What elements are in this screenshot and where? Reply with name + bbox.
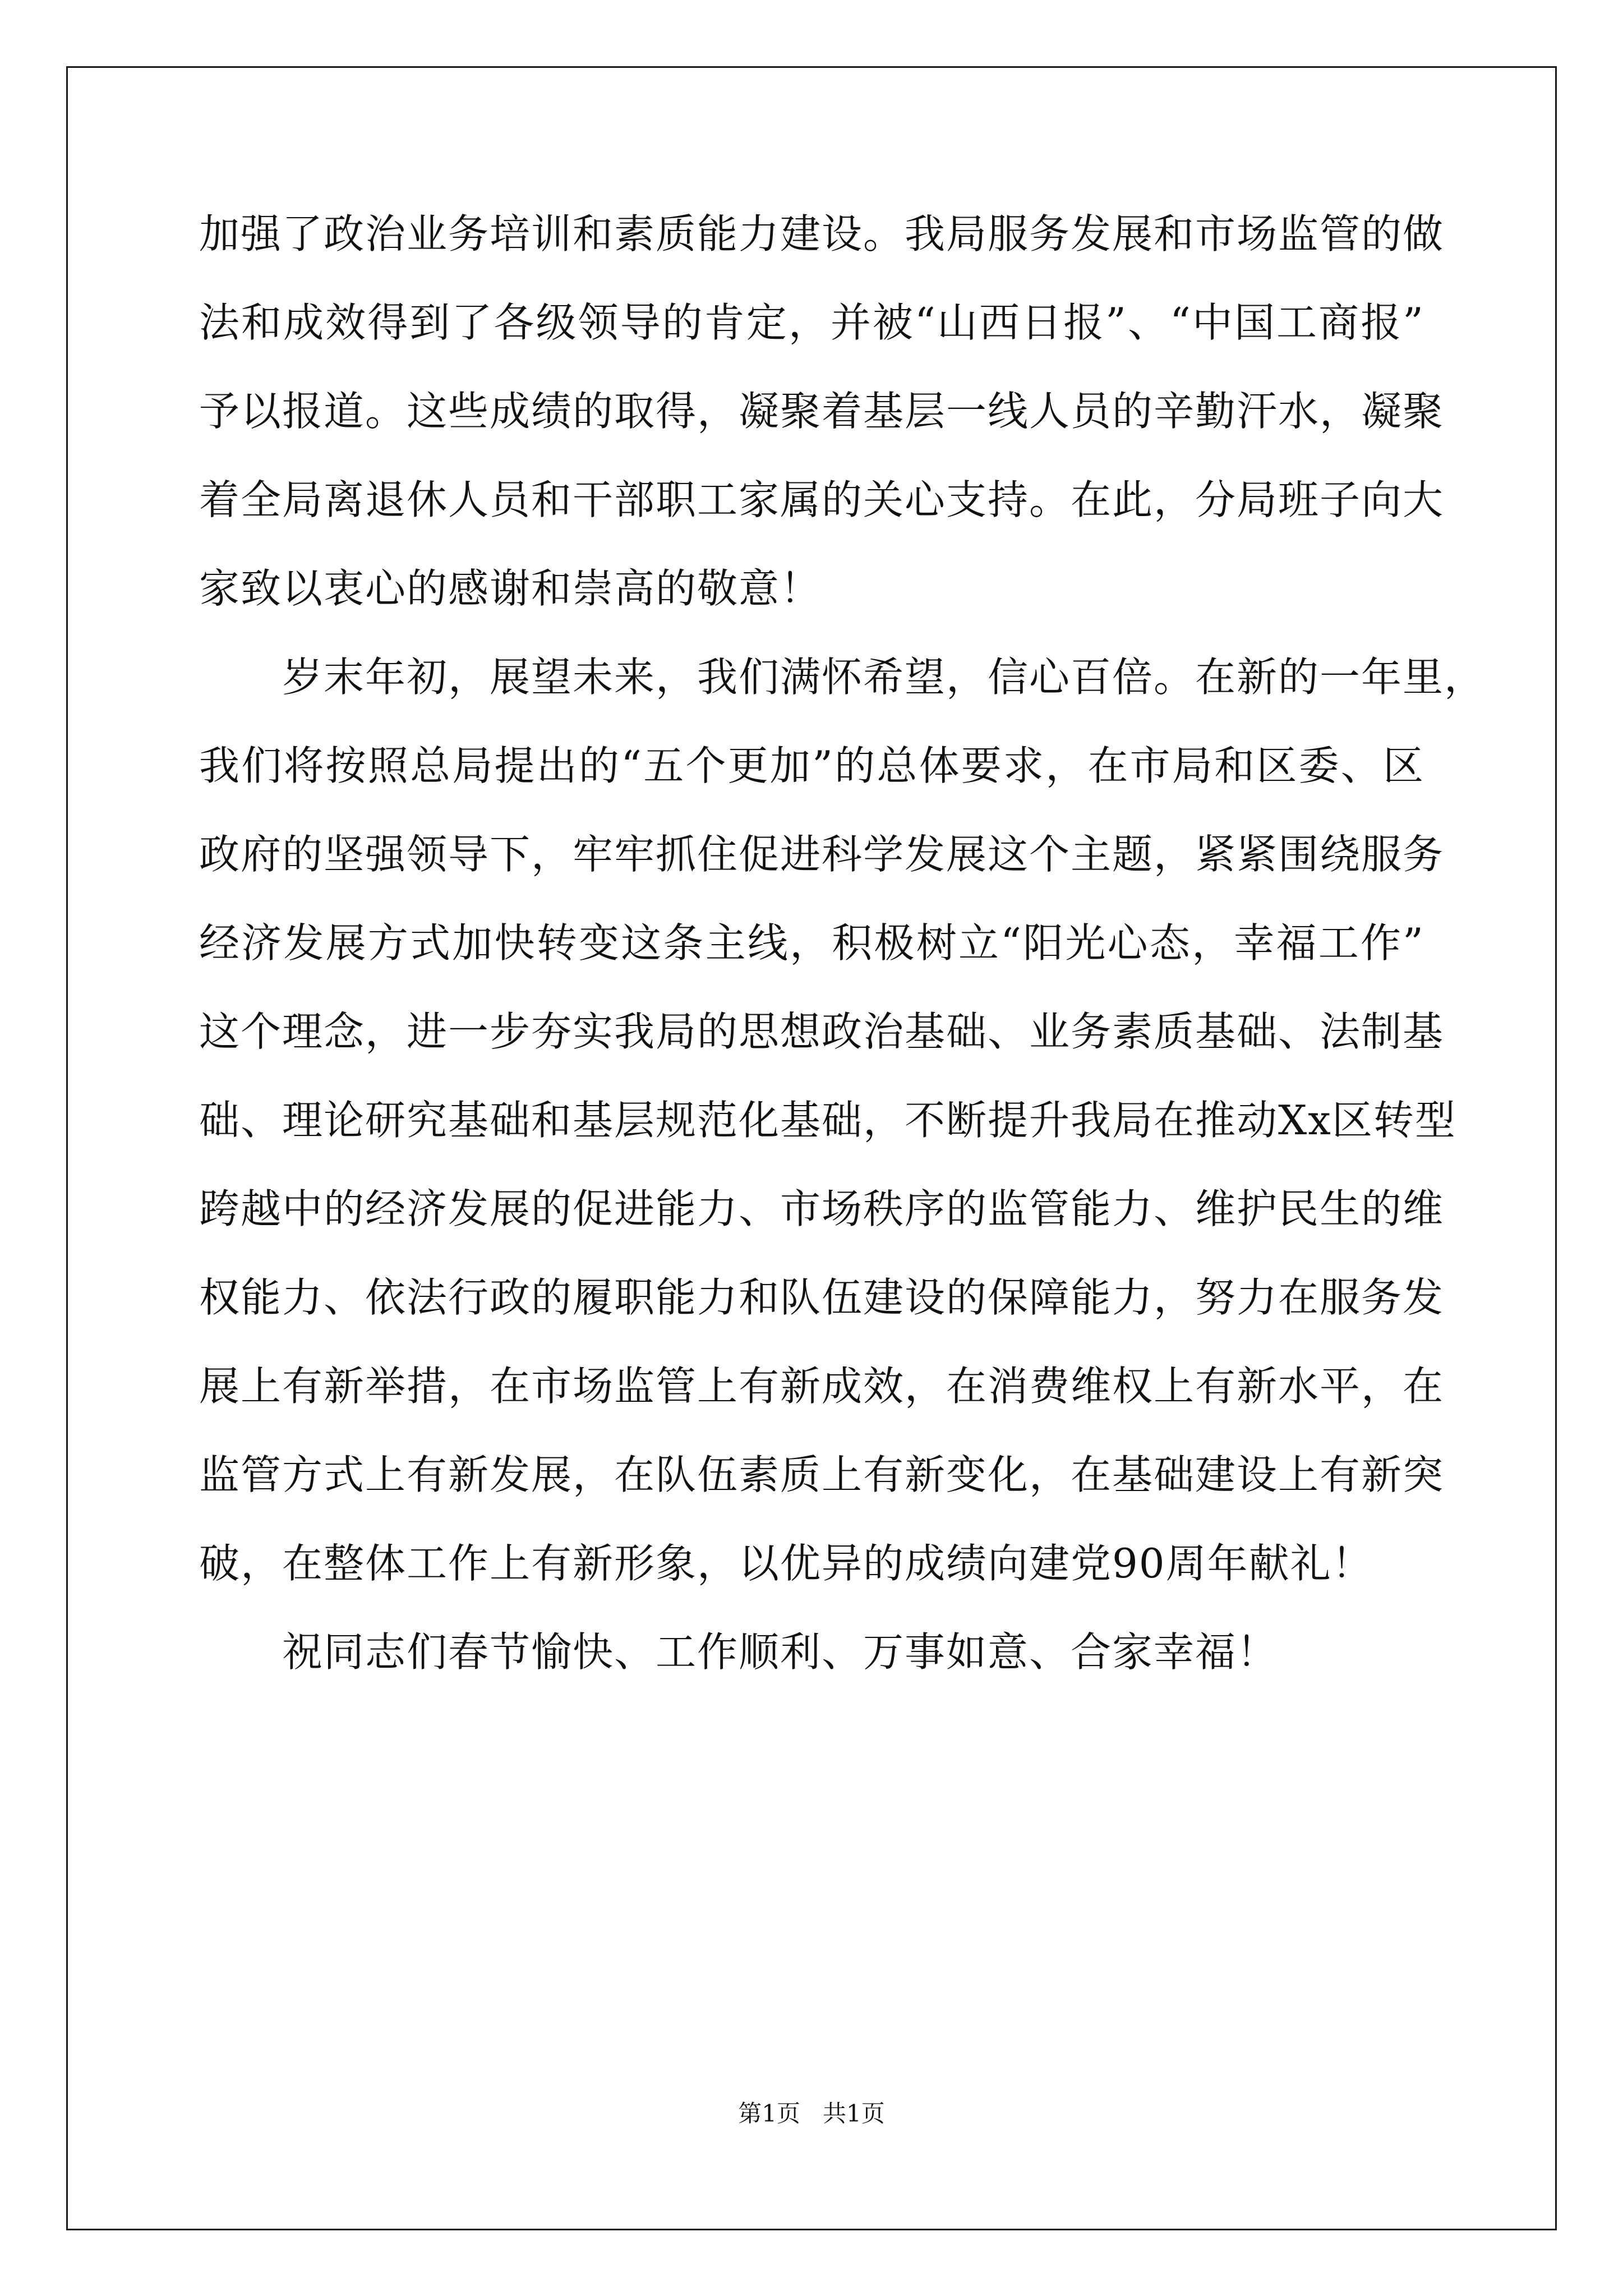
text-line: 展上有新举措，在市场监管上有新成效，在消费维权上有新水平，在	[199, 1363, 1445, 1410]
page-number: 第1页 共1页	[738, 2100, 885, 2127]
text-line: 政府的坚强领导下，牢牢抓住促进科学发展这个主题，紧紧围绕服务	[199, 831, 1445, 878]
text-line: 岁末年初，展望未来，我们满怀希望，信心百倍。在新的一年里，	[282, 654, 1486, 701]
text-line: 监管方式上有新发展，在队伍素质上有新变化，在基础建设上有新突	[199, 1451, 1445, 1498]
document-body	[199, 190, 1486, 1696]
text-line: 跨越中的经济发展的促进能力、市场秩序的监管能力、维护民生的维	[199, 1185, 1445, 1232]
text-line: 予以报道。这些成绩的取得，凝聚着基层一线人员的辛勤汗水，凝聚	[199, 388, 1445, 435]
text-line: 着全局离退休人员和干部职工家属的关心支持。在此，分局班子向大	[199, 476, 1445, 523]
text-line: 加强了政治业务培训和素质能力建设。我局服务发展和市场监管的做	[199, 210, 1445, 257]
text-line: 法和成效得到了各级领导的肯定，并被“山西日报”、“中国工商报”	[199, 299, 1424, 346]
page-footer	[0, 2095, 1623, 2129]
text-line: 经济发展方式加快转变这条主线，积极树立“阳光心态，幸福工作”	[199, 919, 1424, 967]
text-line: 破，在整体工作上有新形象，以优异的成绩向建党90周年献礼！	[199, 1540, 1373, 1587]
text-line: 家致以衷心的感谢和崇高的敬意！	[199, 565, 822, 612]
text-line: 这个理念，进一步夯实我局的思想政治基础、业务素质基础、法制基	[199, 1008, 1445, 1055]
text-line: 我们将按照总局提出的“五个更加”的总体要求，在市局和区委、区	[199, 742, 1424, 789]
text-line: 权能力、依法行政的履职能力和队伍建设的保障能力，努力在服务发	[199, 1274, 1445, 1321]
text-line: 祝同志们春节愉快、工作顺利、万事如意、合家幸福！	[282, 1628, 1279, 1676]
text-line: 础、理论研究基础和基层规范化基础，不断提升我局在推动Xx区转型	[199, 1097, 1456, 1144]
